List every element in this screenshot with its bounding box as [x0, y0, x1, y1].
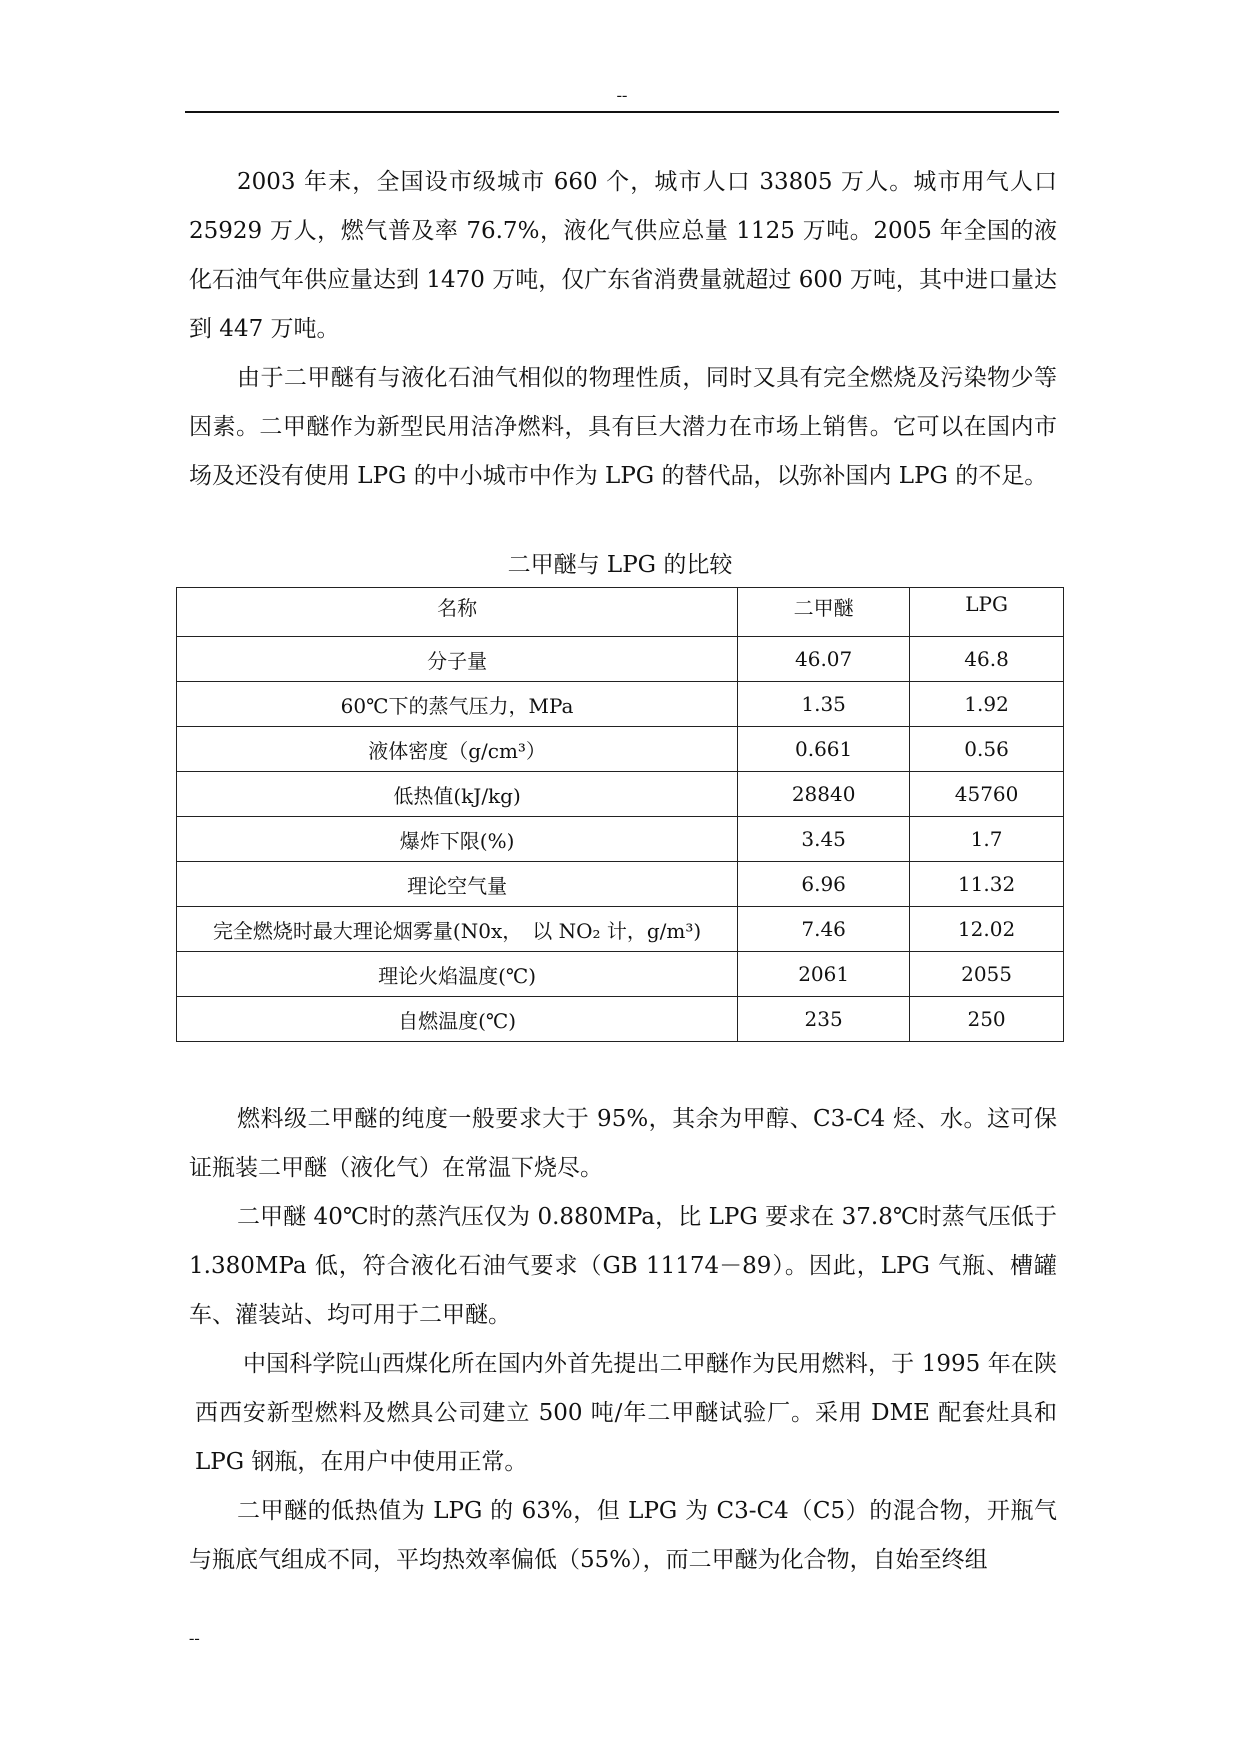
table-row [177, 907, 1064, 952]
table-row [177, 682, 1064, 727]
comparison-table [176, 587, 1064, 1042]
cell-property: 爆炸下限(%) [177, 817, 738, 862]
cell-property: 自燃温度(℃) [177, 997, 738, 1042]
paragraph-cas-trial-plant: 中国科学院山西煤化所在国内外首先提出二甲醚作为民用燃料，于 1995 年在陕西西安新型燃料及燃具公司建立 500 吨/年二甲醚试验厂。采用 DME 配套灶具和 LPG 钢瓶，在用户中使用正常。 [195, 1351, 1065, 1475]
cell-dme-value: 235 [738, 997, 910, 1042]
table-row [177, 727, 1064, 772]
table-caption: 二甲醚与 LPG 的比较 [507, 552, 733, 578]
cell-lpg-value: 250 [910, 997, 1064, 1042]
cell-dme-value: 6.96 [738, 862, 910, 907]
cell-property: 60℃下的蒸气压力，MPa [177, 682, 738, 727]
cell-property: 理论空气量 [177, 862, 738, 907]
cell-property: 液体密度（g/cm³） [177, 727, 738, 772]
cell-dme-value: 3.45 [738, 817, 910, 862]
header-dme: 二甲醚 [738, 588, 910, 637]
cell-property: 完全燃烧时最大理论烟雾量(N0x， 以 NO₂ 计，g/m³) [177, 907, 738, 952]
table-row [177, 637, 1064, 682]
cell-lpg-value: 1.92 [910, 682, 1064, 727]
cell-dme-value: 0.661 [738, 727, 910, 772]
cell-dme-value: 28840 [738, 772, 910, 817]
cell-property: 低热值(kJ/kg) [177, 772, 738, 817]
cell-property: 理论火焰温度(℃) [177, 952, 738, 997]
cell-property: 分子量 [177, 637, 738, 682]
cell-dme-value: 46.07 [738, 637, 910, 682]
cell-dme-value: 2061 [738, 952, 910, 997]
table-row [177, 952, 1064, 997]
table-row [177, 817, 1064, 862]
paragraph-heating-value: 二甲醚的低热值为 LPG 的 63%，但 LPG 为 C3-C4（C5）的混合物，开瓶气与瓶底气组成不同，平均热效率偏低（55%），而二甲醚为化合物，自始至终组 [189, 1498, 1057, 1573]
header-lpg: LPG [910, 588, 1064, 637]
cell-lpg-value: 46.8 [910, 637, 1064, 682]
cell-lpg-value: 12.02 [910, 907, 1064, 952]
page-footer-mark: -- [189, 1630, 200, 1647]
cell-dme-value: 7.46 [738, 907, 910, 952]
table-row [177, 772, 1064, 817]
cell-lpg-value: 11.32 [910, 862, 1064, 907]
page-header-mark: -- [616, 87, 628, 104]
paragraph-fuel-grade-purity: 燃料级二甲醚的纯度一般要求大于 95%，其余为甲醇、C3-C4 烃、水。这可保证瓶装二甲醚（液化气）在常温下烧尽。 [189, 1106, 1057, 1181]
cell-lpg-value: 45760 [910, 772, 1064, 817]
header-rule [185, 111, 1059, 113]
cell-lpg-value: 1.7 [910, 817, 1064, 862]
table-header-row [177, 588, 1064, 637]
cell-dme-value: 1.35 [738, 682, 910, 727]
cell-lpg-value: 0.56 [910, 727, 1064, 772]
paragraph-dme-substitute: 由于二甲醚有与液化石油气相似的物理性质，同时又具有完全燃烧及污染物少等因素。二甲醚作为新型民用洁净燃料，具有巨大潜力在市场上销售。它可以在国内市场及还没有使用 LPG 的中小城市中作为 LPG 的替代品，以弥补国内 LPG 的不足。 [189, 365, 1057, 489]
paragraph-vapor-pressure: 二甲醚 40℃时的蒸汽压仅为 0.880MPa，比 LPG 要求在 37.8℃时蒸气压低于 1.380MPa 低，符合液化石油气要求（GB 11174－89）。因此，LPG 气瓶、槽罐车、灌装站、均可用于二甲醚。 [189, 1204, 1065, 1328]
table-row [177, 997, 1064, 1042]
cell-lpg-value: 2055 [910, 952, 1064, 997]
paragraph-city-gas-stats: 2003 年末，全国设市级城市 660 个，城市人口 33805 万人。城市用气人口 25929 万人，燃气普及率 76.7%，液化气供应总量 1125 万吨。2005 年全国的液化石油气年供应量达到 1470 万吨，仅广东省消费量就超过 600 万吨，其中进口量达到 447 万吨。 [189, 169, 1065, 342]
table-row [177, 862, 1064, 907]
header-name: 名称 [177, 588, 738, 637]
